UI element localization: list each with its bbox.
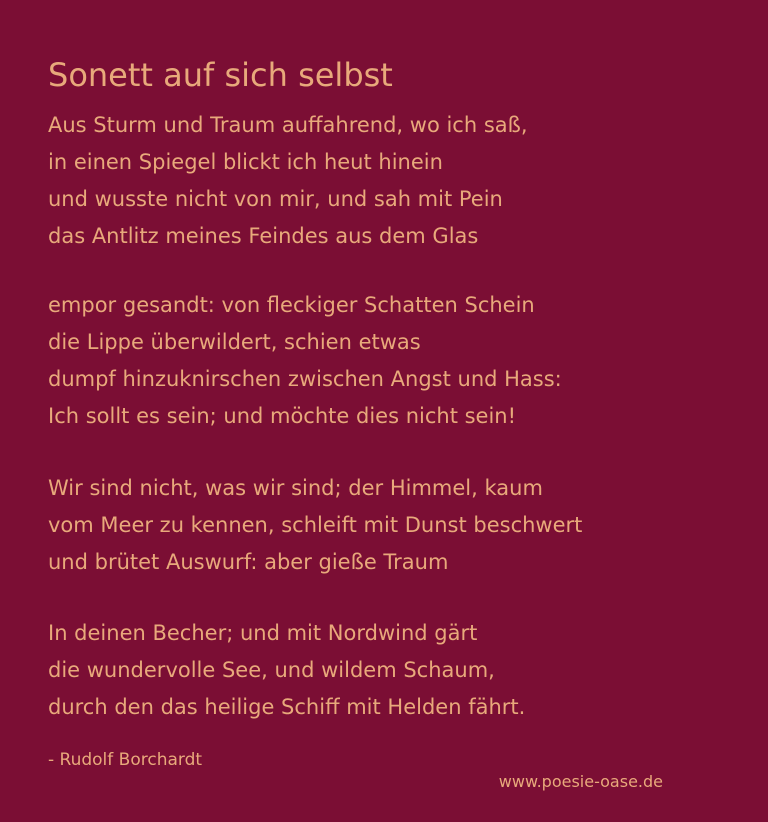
poem-line: empor gesandt: von fleckiger Schatten Schein xyxy=(48,293,535,317)
poem-line: und wusste nicht von mir, und sah mit Pein xyxy=(48,187,503,211)
poem-line: in einen Spiegel blickt ich heut hinein xyxy=(48,150,443,174)
poem-line: durch den das heilige Schiff mit Helden fährt. xyxy=(48,695,526,719)
poem-line: und brütet Auswurf: aber gieße Traum xyxy=(48,550,449,574)
stanza-1 xyxy=(48,107,528,255)
poem-line: vom Meer zu kennen, schleift mit Dunst beschwert xyxy=(48,513,583,537)
poem-line: Ich sollt es sein; und möchte dies nicht sein! xyxy=(48,404,517,428)
poem-line: In deinen Becher; und mit Nordwind gärt xyxy=(48,621,478,645)
stanza-3 xyxy=(48,470,582,581)
poem-line: Wir sind nicht, was wir sind; der Himmel, kaum xyxy=(48,476,543,500)
poem-line: das Antlitz meines Feindes aus dem Glas xyxy=(48,224,479,248)
poem-title: Sonett auf sich selbst xyxy=(48,56,393,94)
stanza-4 xyxy=(48,615,525,726)
website-watermark: www.poesie-oase.de xyxy=(498,772,663,791)
poem-line: die Lippe überwildert, schien etwas xyxy=(48,330,421,354)
poem-author: - Rudolf Borchardt xyxy=(48,750,203,770)
poem-line: dumpf hinzuknirschen zwischen Angst und Hass: xyxy=(48,367,562,391)
poem-line: Aus Sturm und Traum auffahrend, wo ich saß, xyxy=(48,113,528,137)
stanza-2 xyxy=(48,287,562,435)
poem-line: die wundervolle See, und wildem Schaum, xyxy=(48,658,495,682)
